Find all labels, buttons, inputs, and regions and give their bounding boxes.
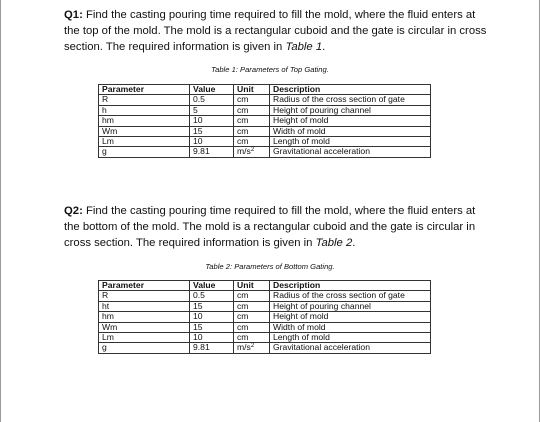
- question-1-text: Find the casting pouring time required to fill the mold, where the fluid enters at the top of the mold. The mold is a rectangular cuboid and the gate is circular in cross section. The required information is given in: [64, 9, 487, 54]
- table-row: [99, 116, 431, 126]
- question-1: [64, 7, 494, 56]
- cell-value: 9.81: [190, 147, 234, 157]
- cell-unit: cm: [234, 301, 270, 311]
- cell-unit: cm: [234, 312, 270, 322]
- cell-value: 10: [190, 116, 234, 126]
- cell-parameter: hm: [99, 116, 190, 126]
- cell-parameter: Wm: [99, 126, 190, 136]
- table-header-row: [99, 281, 431, 291]
- cell-unit: cm: [234, 322, 270, 332]
- cell-description: Radius of the cross section of gate: [270, 291, 431, 301]
- cell-value: 0.5: [190, 291, 234, 301]
- cell-parameter: h: [99, 105, 190, 115]
- table-row: [99, 333, 431, 343]
- table-2-caption: Table 2: Parameters of Bottom Gating.: [205, 262, 335, 271]
- table-row: [99, 126, 431, 136]
- table-1: [98, 84, 431, 158]
- header-description: Description: [270, 85, 431, 95]
- cell-parameter: R: [99, 95, 190, 105]
- cell-unit: cm: [234, 126, 270, 136]
- header-parameter: Parameter: [99, 281, 190, 291]
- header-description: Description: [270, 281, 431, 291]
- header-unit: Unit: [234, 281, 270, 291]
- cell-unit: cm: [234, 116, 270, 126]
- cell-parameter: g: [99, 343, 190, 353]
- cell-value: 10: [190, 137, 234, 147]
- cell-description: Gravitational acceleration: [270, 147, 431, 157]
- cell-description: Width of mold: [270, 322, 431, 332]
- question-2-label: Q2:: [64, 205, 83, 217]
- table-row: [99, 137, 431, 147]
- cell-unit: cm: [234, 291, 270, 301]
- cell-value: 15: [190, 322, 234, 332]
- question-2-end: .: [352, 237, 356, 250]
- cell-description: Height of mold: [270, 312, 431, 322]
- cell-parameter: Lm: [99, 137, 190, 147]
- cell-value: 5: [190, 105, 234, 115]
- header-parameter: Parameter: [99, 85, 190, 95]
- table-row: [99, 291, 431, 301]
- question-2: [64, 203, 494, 252]
- table-row: [99, 147, 431, 157]
- cell-description: Height of pouring channel: [270, 105, 431, 115]
- table-1-caption: Table 1: Parameters of Top Gating.: [211, 65, 329, 74]
- cell-description: Height of pouring channel: [270, 301, 431, 311]
- question-2-text: Find the casting pouring time required to fill the mold, where the fluid enters at the bottom of the mold. The mold is a rectangular cuboid and the gate is circular in cross section. The required information is given in: [64, 205, 476, 250]
- cell-value: 15: [190, 126, 234, 136]
- cell-parameter: ht: [99, 301, 190, 311]
- cell-description: Radius of the cross section of gate: [270, 95, 431, 105]
- table-row: [99, 105, 431, 115]
- cell-description: Width of mold: [270, 126, 431, 136]
- table-2: [98, 280, 431, 354]
- cell-unit: cm: [234, 95, 270, 105]
- cell-value: 10: [190, 312, 234, 322]
- table-row: [99, 343, 431, 353]
- question-1-end: .: [322, 41, 326, 54]
- page-left-border: [0, 0, 1, 422]
- table-header-row: [99, 85, 431, 95]
- cell-parameter: g: [99, 147, 190, 157]
- header-value: Value: [190, 85, 234, 95]
- table-row: [99, 312, 431, 322]
- table-row: [99, 322, 431, 332]
- cell-description: Gravitational acceleration: [270, 343, 431, 353]
- cell-value: 9.81: [190, 343, 234, 353]
- header-unit: Unit: [234, 85, 270, 95]
- cell-value: 10: [190, 333, 234, 343]
- question-2-table-ref: Table 2: [315, 237, 353, 250]
- cell-value: 0.5: [190, 95, 234, 105]
- cell-unit: [234, 343, 270, 353]
- table-row: [99, 301, 431, 311]
- cell-unit: cm: [234, 105, 270, 115]
- cell-unit: cm: [234, 333, 270, 343]
- cell-unit: cm: [234, 137, 270, 147]
- cell-description: Height of mold: [270, 116, 431, 126]
- unit-exponent: 2: [250, 147, 255, 154]
- question-1-label: Q1:: [64, 9, 83, 21]
- unit-base: m/s: [237, 342, 251, 353]
- cell-parameter: hm: [99, 312, 190, 322]
- cell-parameter: R: [99, 291, 190, 301]
- unit-base: m/s: [237, 146, 251, 157]
- cell-unit: [234, 147, 270, 157]
- cell-parameter: Wm: [99, 322, 190, 332]
- table-row: [99, 95, 431, 105]
- cell-parameter: Lm: [99, 333, 190, 343]
- cell-description: Length of mold: [270, 333, 431, 343]
- header-value: Value: [190, 281, 234, 291]
- cell-value: 15: [190, 301, 234, 311]
- question-1-table-ref: Table 1: [285, 41, 323, 54]
- cell-description: Length of mold: [270, 137, 431, 147]
- unit-exponent: 2: [250, 343, 255, 350]
